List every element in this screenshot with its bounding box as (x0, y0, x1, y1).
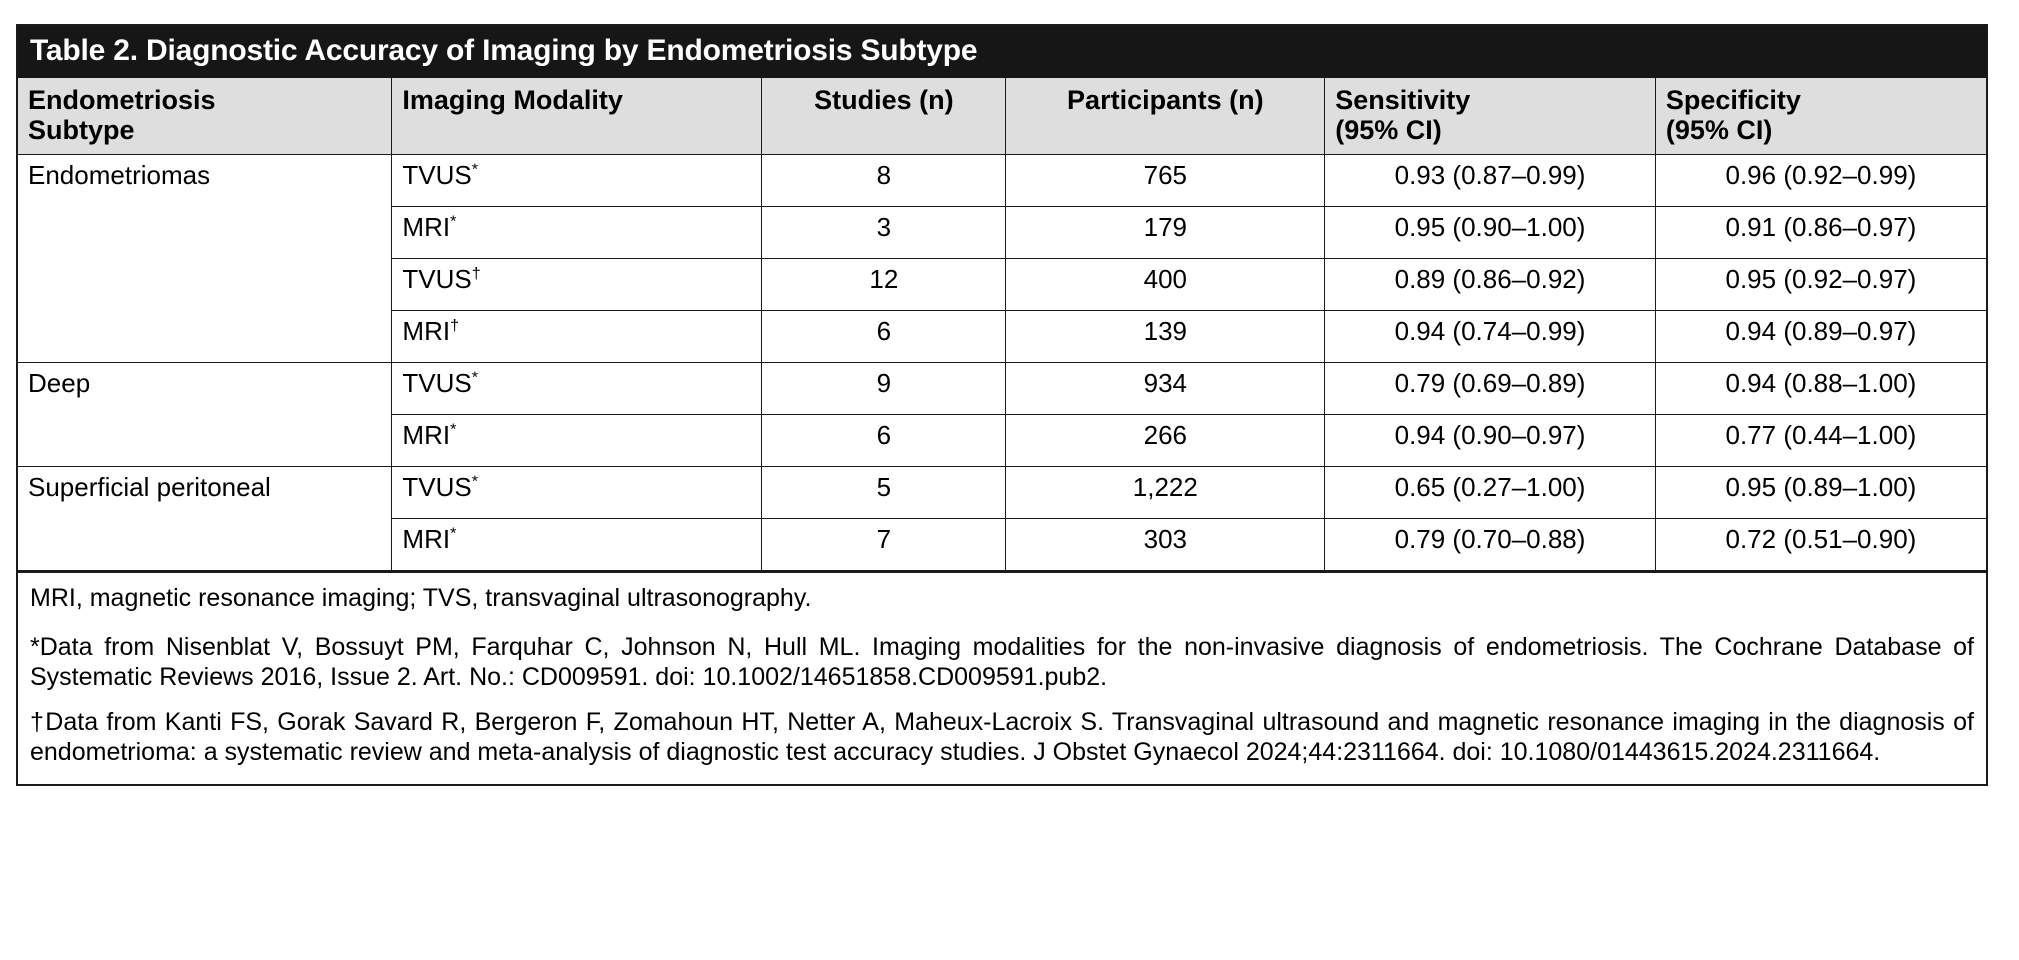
table-title: Table 2. Diagnostic Accuracy of Imaging by Endometriosis Subtype (18, 26, 1986, 78)
cell-studies: 6 (762, 311, 1006, 363)
cell-studies: 12 (762, 259, 1006, 311)
footnote-marker: * (471, 368, 479, 387)
cell-specificity: 0.77 (0.44–1.00) (1655, 415, 1986, 467)
footnote-dagger: †Data from Kanti FS, Gorak Savard R, Bergeron F, Zomahoun HT, Netter A, Maheux-Lacroix S. Transvaginal ultrasound and magnetic resonance imaging in the diagnosis of endometrioma: a systematic review and meta-analysis of diagnostic test accuracy studies. J Obstet Gynaecol 2024;44:2311664. doi: 10.1080/01443615.2024.2311664. (30, 707, 1974, 767)
cell-sensitivity: 0.94 (0.74–0.99) (1325, 311, 1656, 363)
cell-sensitivity: 0.89 (0.86–0.92) (1325, 259, 1656, 311)
modality-label: MRI (402, 524, 451, 555)
column-header-sensitivity (1325, 78, 1656, 155)
cell-imaging-modality (392, 467, 762, 519)
table-head (18, 78, 1986, 155)
cell-participants: 400 (1006, 259, 1325, 311)
diagnostic-accuracy-table (18, 78, 1986, 571)
modality-label: MRI (402, 420, 451, 451)
cell-imaging-modality (392, 311, 762, 363)
modality-label: TVUS (402, 472, 472, 503)
cell-participants: 139 (1006, 311, 1325, 363)
cell-participants: 934 (1006, 363, 1325, 415)
table-body (18, 155, 1986, 571)
cell-studies: 9 (762, 363, 1006, 415)
footnote-abbreviations: MRI, magnetic resonance imaging; TVS, transvaginal ultrasonography. (30, 584, 812, 613)
cell-sensitivity: 0.79 (0.70–0.88) (1325, 519, 1656, 571)
column-header-modality-line2: Imaging Modality (402, 85, 623, 115)
footnote-marker: * (450, 420, 457, 439)
column-header-participants-line2: Participants (n) (1067, 85, 1264, 115)
cell-specificity: 0.94 (0.89–0.97) (1655, 311, 1986, 363)
cell-sensitivity: 0.93 (0.87–0.99) (1325, 155, 1656, 207)
cell-participants: 1,222 (1006, 467, 1325, 519)
cell-participants: 303 (1006, 519, 1325, 571)
column-header-specificity (1655, 78, 1986, 155)
column-header-subtype-line2: Subtype (28, 115, 135, 146)
table-container (16, 24, 1988, 786)
modality-label: TVUS (402, 368, 472, 399)
column-header-specificity-line2: (95% CI) (1665, 115, 1773, 146)
cell-studies: 6 (762, 415, 1006, 467)
table-footnotes (18, 571, 1986, 784)
cell-imaging-modality (392, 519, 762, 571)
cell-imaging-modality (392, 155, 762, 207)
cell-imaging-modality (392, 415, 762, 467)
cell-studies: 5 (762, 467, 1006, 519)
modality-label: TVUS (402, 264, 472, 295)
modality-label: MRI (402, 316, 451, 347)
footnote-marker: * (471, 472, 479, 491)
cell-imaging-modality (392, 259, 762, 311)
cell-sensitivity: 0.95 (0.90–1.00) (1325, 207, 1656, 259)
modality-label: TVUS (402, 160, 472, 191)
cell-sensitivity: 0.94 (0.90–0.97) (1325, 415, 1656, 467)
table-row (18, 363, 1986, 415)
header-row (18, 78, 1986, 155)
footnote-marker: † (450, 316, 460, 335)
column-header-sensitivity-line1: Sensitivity (1335, 85, 1471, 115)
cell-participants: 765 (1006, 155, 1325, 207)
table-row (18, 467, 1986, 519)
modality-label: MRI (402, 212, 451, 243)
cell-studies: 7 (762, 519, 1006, 571)
cell-subtype: Deep (18, 363, 392, 467)
cell-specificity: 0.95 (0.89–1.00) (1655, 467, 1986, 519)
cell-participants: 179 (1006, 207, 1325, 259)
cell-imaging-modality (392, 207, 762, 259)
column-header-subtype (18, 78, 392, 155)
column-header-subtype-line1: Endometriosis (28, 85, 216, 115)
footnote-marker: * (450, 212, 457, 231)
cell-specificity: 0.72 (0.51–0.90) (1655, 519, 1986, 571)
column-header-studies (762, 78, 1006, 155)
cell-subtype: Superficial peritoneal (18, 467, 392, 571)
footnote-marker: † (471, 264, 481, 283)
cell-studies: 8 (762, 155, 1006, 207)
cell-specificity: 0.95 (0.92–0.97) (1655, 259, 1986, 311)
cell-participants: 266 (1006, 415, 1325, 467)
column-header-sensitivity-line2: (95% CI) (1335, 115, 1442, 146)
table-row (18, 155, 1986, 207)
footnote-marker: * (450, 524, 457, 543)
footnote-marker: * (471, 160, 479, 179)
cell-subtype: Endometriomas (18, 155, 392, 363)
footnote-asterisk: *Data from Nisenblat V, Bossuyt PM, Farquhar C, Johnson N, Hull ML. Imaging modalities for the non-invasive diagnosis of endometriosis. The Cochrane Database of Systematic Reviews 2016, Issue 2. Art. No.: CD009591. doi: 10.1002/14651858.CD009591.pub2. (30, 632, 1974, 692)
cell-specificity: 0.91 (0.86–0.97) (1655, 207, 1986, 259)
cell-sensitivity: 0.79 (0.69–0.89) (1325, 363, 1656, 415)
column-header-modality (392, 78, 762, 155)
cell-specificity: 0.96 (0.92–0.99) (1655, 155, 1986, 207)
cell-studies: 3 (762, 207, 1006, 259)
cell-imaging-modality (392, 363, 762, 415)
cell-sensitivity: 0.65 (0.27–1.00) (1325, 467, 1656, 519)
cell-specificity: 0.94 (0.88–1.00) (1655, 363, 1986, 415)
column-header-specificity-line1: Specificity (1665, 85, 1801, 115)
column-header-participants (1006, 78, 1325, 155)
column-header-studies-line2: Studies (n) (814, 85, 954, 115)
